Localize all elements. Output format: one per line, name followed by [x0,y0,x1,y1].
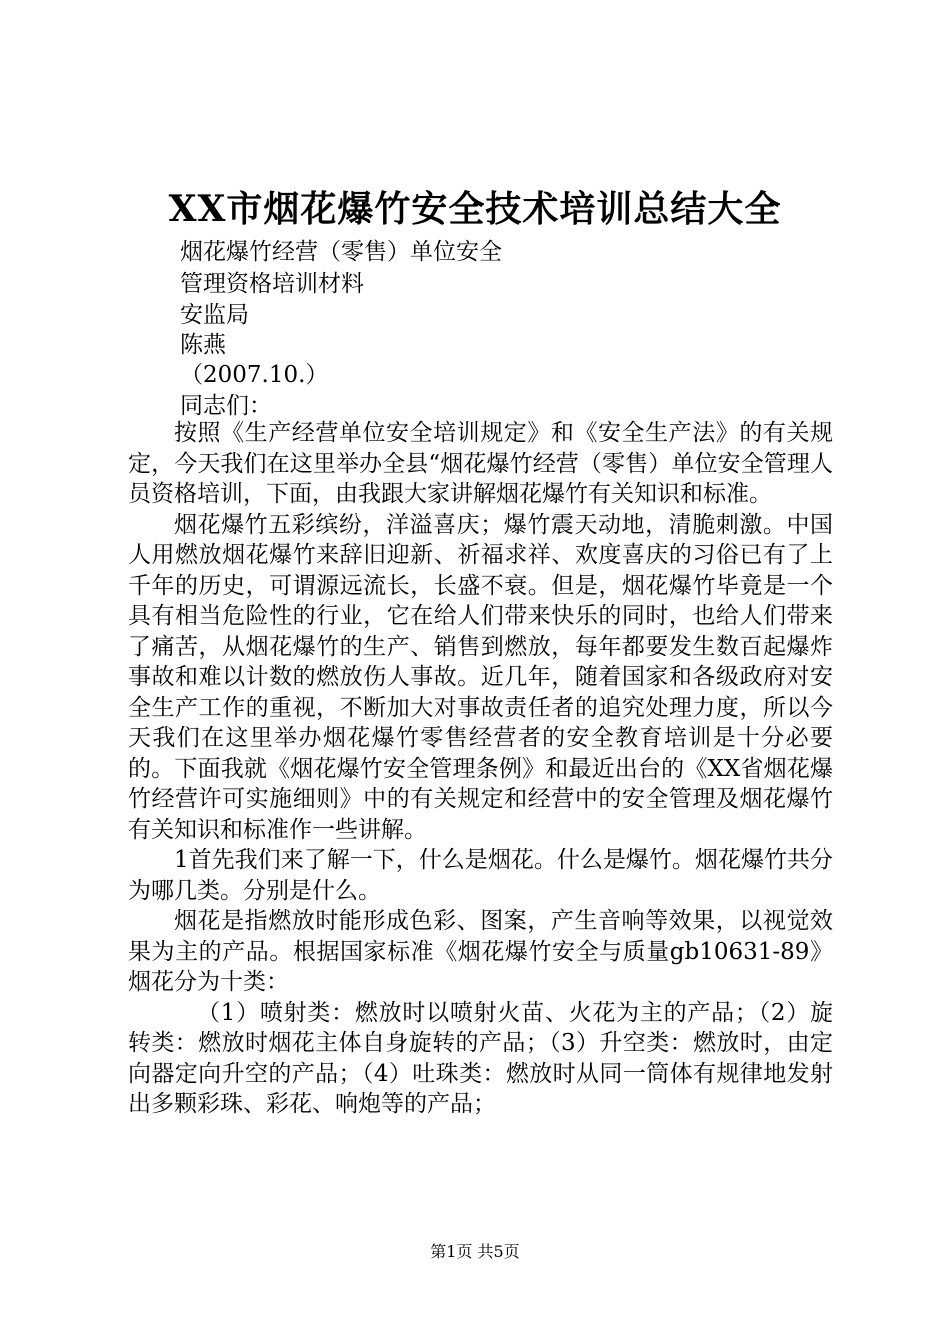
body-paragraph: 按照《生产经营单位安全培训规定》和《安全生产法》的有关规定，今天我们在这里举办全县“烟花爆竹经营（零售）单位安全管理人员资格培训，下面，由我跟大家讲解烟花爆竹有关知识和标准。 [128,420,833,507]
header-line-date: （2007.10.） [180,362,329,388]
document-body [128,418,833,1120]
header-line-author: 陈燕 [180,332,226,358]
header-line-material: 管理资格培训材料 [180,271,364,297]
document-title: XX市烟花爆竹安全技术培训总结大全 [168,188,782,230]
page-footer: 第1页 共5页 [430,1242,520,1261]
header-line-bureau: 安监局 [180,302,249,328]
header-line-unit: 烟花爆竹经营（零售）单位安全 [180,239,502,265]
header-line-salutation: 同志们： [180,393,272,419]
body-paragraph: （1）喷射类：燃放时以喷射火苗、火花为主的产品；（2）旋转类：燃放时烟花主体自身旋转的产品；（3）升空类：燃放时，由定向器定向升空的产品；（4）吐珠类：燃放时从同一筒体有规律地发射出多颗彩珠、彩花、响炮等的产品； [128,999,833,1117]
body-paragraph: 1首先我们来了解一下，什么是烟花。什么是爆竹。烟花爆竹共分为哪几类。分别是什么。 [128,847,833,904]
body-paragraph: 烟花是指燃放时能形成色彩、图案，产生音响等效果，以视觉效果为主的产品。根据国家标准《烟花爆竹安全与质量gb10631-89》烟花分为十类： [128,908,833,995]
body-paragraph: 烟花爆竹五彩缤纷，洋溢喜庆；爆竹震天动地，清脆刺激。中国人用燃放烟花爆竹来辞旧迎新、祈福求祥、欢度喜庆的习俗已有了上千年的历史，可谓源远流长，长盛不衰。但是，烟花爆竹毕竟是一个具有相当危险性的行业，它在给人们带来快乐的同时，也给人们带来了痛苦，从烟花爆竹的生产、销售到燃放，每年都要发生数百起爆炸事故和难以计数的燃放伤人事故。近几年，随着国家和各级政府对安全生产工作的重视，不断加大对事故责任者的追究处理力度，所以今天我们在这里举办烟花爆竹零售经营者的安全教育培训是十分必要的。下面我就《烟花爆竹安全管理条例》和最近出台的《XX省烟花爆竹经营许可实施细则》中的有关规定和经营中的安全管理及烟花爆竹有关知识和标准作一些讲解。 [128,511,833,843]
